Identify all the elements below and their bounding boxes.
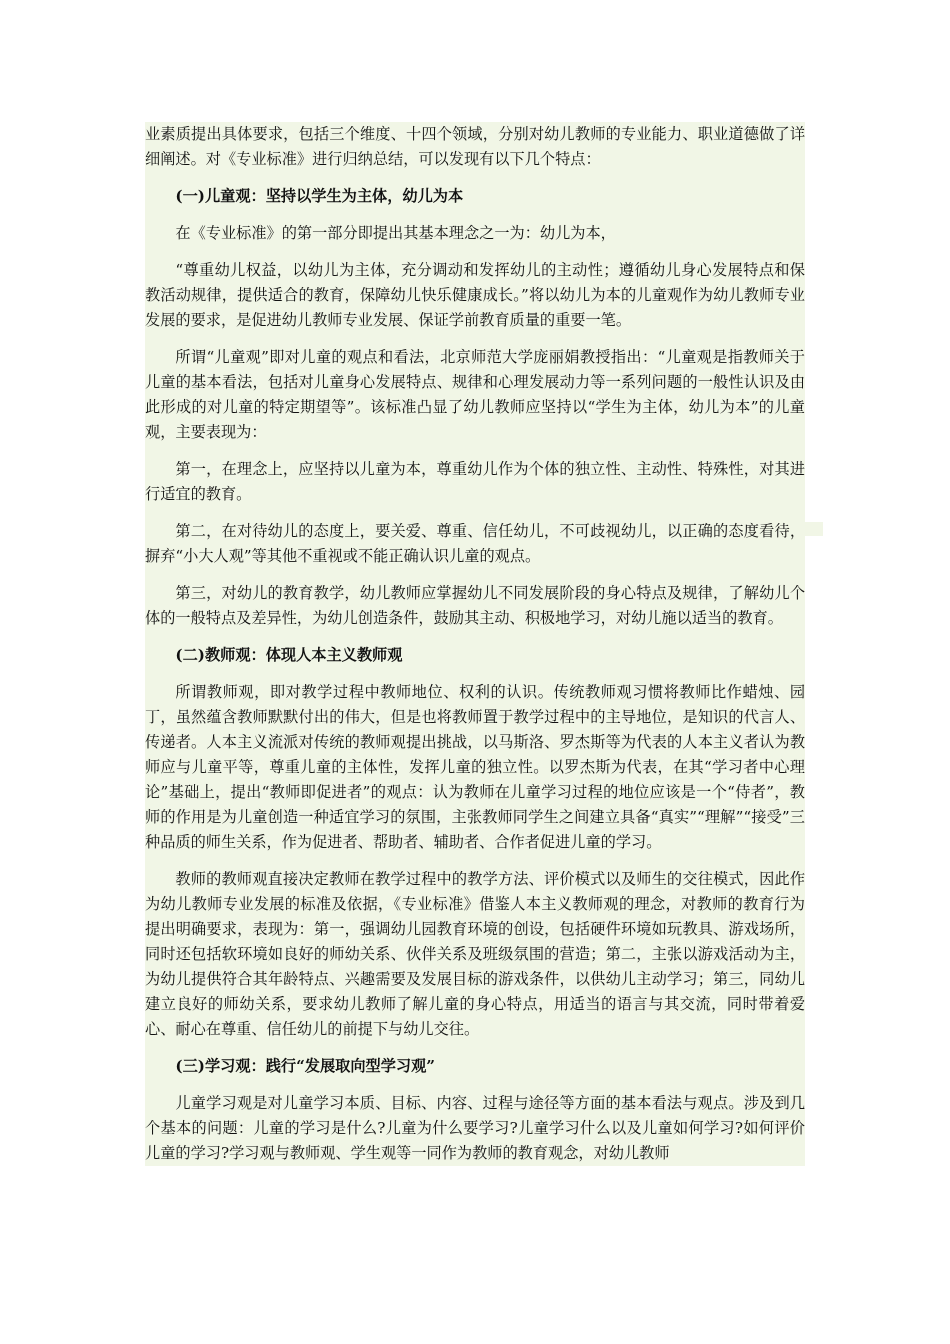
section-heading-learning-view: (三)学习观：践行“发展取向型学习观” <box>175 1057 436 1075</box>
paragraph: 教师的教师观直接决定教师在教学过程中的教学方法、评价模式以及师生的交往模式，因此作为幼儿教师专业发展的标准及依据，《专业标准》借鉴人本主义教师观的理念，对教师的教育行为提出明确要求，表现为：第一，强调幼儿园教育环境的创设，包括硬件环境如玩教具、游戏场所，同时还包括软环境如良好的师幼关系、伙伴关系及班级氛围的营造；第二，主张以游戏活动为主，为幼儿提供符合其年龄特点、兴趣需要及发展目标的游戏条件，以供幼儿主动学习；第三，同幼儿建立良好的师幼关系，要求幼儿教师了解儿童的身心特点，用适当的语言与其交流，同时带着爱心、耐心在尊重、信任幼儿的前提下与幼儿交往。 <box>145 870 805 1038</box>
paragraph: 在《专业标准》的第一部分即提出其基本理念之一为：幼儿为本， <box>175 224 616 242</box>
highlight-overflow <box>805 522 823 536</box>
paragraph-first: 第一，在理念上，应坚持以儿童为本，尊重幼儿作为个体的独立性、主动性、特殊性，对其进行适宜的教育。 <box>145 460 805 503</box>
paragraph-quote: “尊重幼儿权益，以幼儿为主体，充分调动和发挥幼儿的主动性；遵循幼儿身心发展特点和保教活动规律，提供适合的教育，保障幼儿快乐健康成长。”将以幼儿为本的儿童观作为幼儿教师专业发展的要求，是促进幼儿教师专业发展、保证学前教育质量的重要一笔。 <box>145 261 805 329</box>
paragraph: 所谓教师观，即对教学过程中教师地位、权利的认识。传统教师观习惯将教师比作蜡烛、园丁，虽然蕴含教师默默付出的伟大，但是也将教师置于教学过程中的主导地位，是知识的代言人、传递者。人本主义流派对传统的教师观提出挑战，以马斯洛、罗杰斯等为代表的人本主义者认为教师应与儿童平等，尊重儿童的主体性，发挥儿童的独立性。以罗杰斯为代表，在其“学习者中心理论”基础上，提出“教师即促进者”的观点：认为教师在儿童学习过程的地位应该是一个“侍者”，教师的作用是为儿童创造一种适宜学习的氛围，主张教师同学生之间建立具备“真实”“理解”“接受”三种品质的师生关系，作为促进者、帮助者、辅助者、合作者促进儿童的学习。 <box>145 683 805 851</box>
paragraph-continued: 业素质提出具体要求，包括三个维度、十四个领域，分别对幼儿教师的专业能力、职业道德做了详细阐述。对《专业标准》进行归纳总结，可以发现有以下几个特点： <box>145 125 805 168</box>
document-body <box>145 122 805 1166</box>
paragraph: 所谓“儿童观”即对儿童的观点和看法，北京师范大学庞丽娟教授指出：“儿童观是指教师关于儿童的基本看法，包括对儿童身心发展特点、规律和心理发展动力等一系列问题的一般性认识及由此形成的对儿童的特定期望等”。该标准凸显了幼儿教师应坚持以“学生为主体，幼儿为本”的儿童观，主要表现为： <box>145 348 805 441</box>
section-heading-teacher-view: (二)教师观：体现人本主义教师观 <box>175 646 403 664</box>
paragraph-third: 第三，对幼儿的教育教学，幼儿教师应掌握幼儿不同发展阶段的身心特点及规律，了解幼儿个体的一般特点及差异性，为幼儿创造条件，鼓励其主动、积极地学习，对幼儿施以适当的教育。 <box>145 584 805 627</box>
paragraph: 儿童学习观是对儿童学习本质、目标、内容、过程与途径等方面的基本看法与观点。涉及到几个基本的问题：儿童的学习是什么?儿童为什么要学习?儿童学习什么以及儿童如何学习?如何评价儿童的学习?学习观与教师观、学生观等一同作为教师的教育观念，对幼儿教师 <box>145 1094 805 1162</box>
section-heading-child-view: (一)儿童观：坚持以学生为主体，幼儿为本 <box>175 187 464 205</box>
paragraph-second: 第二，在对待幼儿的态度上，要关爱、尊重、信任幼儿，不可歧视幼儿，以正确的态度看待，摒弃“小大人观”等其他不重视或不能正确认识儿童的观点。 <box>145 522 805 565</box>
